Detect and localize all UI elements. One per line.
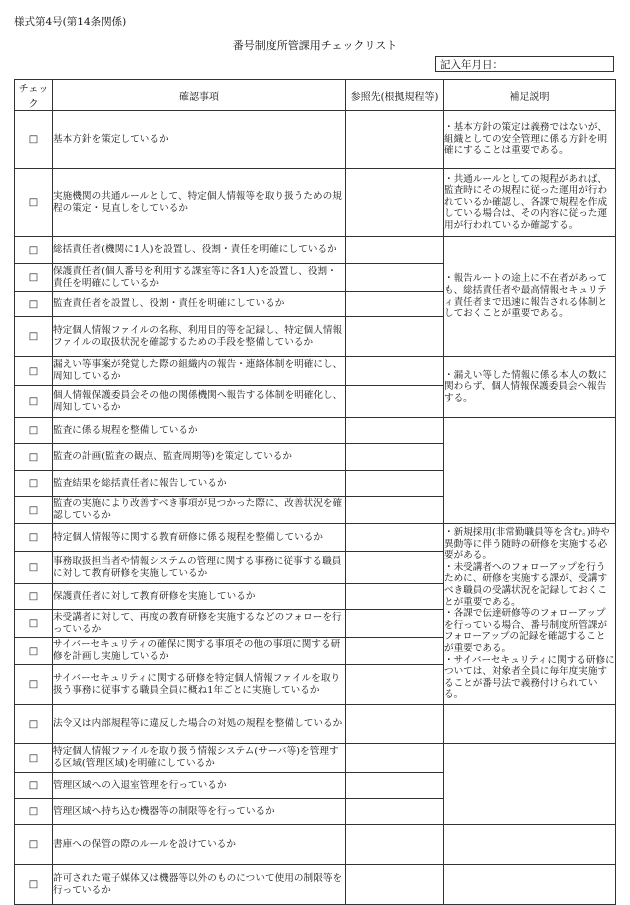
table-row [15,169,616,237]
reference-cell[interactable] [346,584,444,610]
table-row [15,744,616,773]
check-item: 許可された電子媒体又は機器等以外のものについて使用の制限等を行っているか [53,865,346,905]
reference-cell[interactable] [346,610,444,638]
check-item: 漏えい等事案が発覚した際の組織内の報告・連絡体制を明確にし、周知しているか [53,357,346,386]
reference-cell[interactable] [346,524,444,552]
reference-cell[interactable] [346,552,444,584]
reference-cell[interactable] [346,292,444,317]
checkbox[interactable]: □ [15,524,53,552]
check-item: 保護責任者に対して教育研修を実施しているか [53,584,346,610]
checkbox[interactable]: □ [15,497,53,524]
checkbox[interactable]: □ [15,386,53,418]
note-cell-empty [444,705,616,744]
reference-cell[interactable] [346,865,444,905]
check-item: 特定個人情報ファイルの名称、利用目的等を記録し、特定個人情報ファイルの取扱状況を確認するための手段を整備しているか [53,317,346,357]
checkbox[interactable]: □ [15,444,53,471]
checkbox[interactable]: □ [15,665,53,705]
checkbox[interactable]: □ [15,744,53,773]
page-title: 番号制度所管課用チェックリスト [232,39,398,52]
reference-cell[interactable] [346,169,444,237]
note-cell-empty [444,825,616,865]
check-item: 監査に係る規程を整備しているか [53,418,346,444]
table-row [15,111,616,169]
check-item: 保護責任者(個人番号を利用する課室等に各1人)を設置し、役割・責任を明確にしているか [53,264,346,292]
checkbox[interactable]: □ [15,773,53,799]
checkbox[interactable]: □ [15,865,53,905]
reference-cell[interactable] [346,825,444,865]
reference-cell[interactable] [346,497,444,524]
check-item: 基本方針を策定しているか [53,111,346,169]
table-header-row [15,80,616,111]
check-item: 監査結果を総括責任者に報告しているか [53,471,346,497]
note-cell: ・基本方針の策定は義務ではないが、組織としての安全管理に係る方針を明確にすることは重要である。 [444,111,616,169]
check-item: 書庫への保管の際のルールを設けているか [53,825,346,865]
checkbox[interactable]: □ [15,705,53,744]
reference-cell[interactable] [346,744,444,773]
table-row [15,418,616,444]
column-header-item: 確認事項 [53,80,346,111]
column-header-check: チェック [15,80,53,111]
column-header-reference: 参照先(根拠規程等) [346,80,444,111]
check-item: 管理区域への入退室管理を行っているか [53,773,346,799]
column-header-note: 補足説明 [444,80,616,111]
reference-cell[interactable] [346,773,444,799]
note-cell: ・報告ルートの途上に不在者があっても、総括責任者や最高情報セキュリティ責任者まで迅速に報告される体制としておくことが重要である。 [444,237,616,357]
reference-cell[interactable] [346,357,444,386]
note-cell-empty [444,418,616,524]
check-item: 監査の実施により改善すべき事項が見つかった際に、改善状況を確認しているか [53,497,346,524]
checkbox[interactable]: □ [15,610,53,638]
check-item: 総括責任者(機関に1人)を設置し、役割・責任を明確にしているか [53,237,346,264]
check-item: サイバーセキュリティに関する研修を特定個人情報ファイルを取り扱う事務に従事する職員全員に概ね1年ごとに実施しているか [53,665,346,705]
checkbox[interactable]: □ [15,264,53,292]
checkbox[interactable]: □ [15,237,53,264]
check-item: 法令又は内部規程等に違反した場合の対処の規程を整備しているか [53,705,346,744]
reference-cell[interactable] [346,705,444,744]
table-row [15,524,616,552]
reference-cell[interactable] [346,471,444,497]
note-cell-empty [444,865,616,905]
note-cell: ・新規採用(非常勤職員等を含む。)時や異動等に伴う随時の研修を実施する必要がある。 ・未受講者へのフォローアップを行うために、研修を実施する課が、受講すべき職員の受講状況を記録しておくことが重要である。 ・各課で伝達研修等のフォローアップを行っている場合、番号制度所管課がフォローアップの記録を確認することが重要である。 ・サイバーセキュリティに関する研修については、対象者全員に毎年度実施することが番号法で義務付けられている。 [444,524,616,705]
date-field[interactable]: 記入年月日： [435,56,614,72]
checkbox[interactable]: □ [15,111,53,169]
table-row [15,865,616,905]
reference-cell[interactable] [346,386,444,418]
check-item: 特定個人情報等に関する教育研修に係る規程を整備しているか [53,524,346,552]
table-row [15,357,616,386]
reference-cell[interactable] [346,317,444,357]
reference-cell[interactable] [346,444,444,471]
checkbox[interactable]: □ [15,799,53,825]
reference-cell[interactable] [346,799,444,825]
check-item: 個人情報保護委員会その他の関係機関へ報告する体制を明確化し、周知しているか [53,386,346,418]
form-number: 様式第4号(第14条関係) [14,16,127,28]
note-cell: ・共通ルールとしての規程があれば、監査時にその規程に従った運用が行われているか確認し、各課で規程を作成している場合は、その内容に従った運用が行われているか確認する。 [444,169,616,237]
checkbox[interactable]: □ [15,418,53,444]
reference-cell[interactable] [346,237,444,264]
table-row [15,705,616,744]
note-cell-empty [444,744,616,825]
check-item: 監査責任者を設置し、役割・責任を明確にしているか [53,292,346,317]
checkbox[interactable]: □ [15,471,53,497]
checkbox[interactable]: □ [15,317,53,357]
checkbox[interactable]: □ [15,584,53,610]
check-item: 特定個人情報ファイルを取り扱う情報システム(サーバ等)を管理する区域(管理区域)を明確にしているか [53,744,346,773]
checkbox[interactable]: □ [15,825,53,865]
reference-cell[interactable] [346,111,444,169]
check-item: 管理区域へ持ち込む機器等の制限等を行っているか [53,799,346,825]
checklist-table [14,79,616,905]
table-row [15,825,616,865]
check-item: 監査の計画(監査の観点、監査周期等)を策定しているか [53,444,346,471]
table-row [15,237,616,264]
reference-cell[interactable] [346,418,444,444]
reference-cell[interactable] [346,665,444,705]
check-item: 事務取扱担当者や情報システムの管理に関する事務に従事する職員に対して教育研修を実施しているか [53,552,346,584]
checkbox[interactable]: □ [15,357,53,386]
checkbox[interactable]: □ [15,169,53,237]
reference-cell[interactable] [346,638,444,665]
check-item: 未受講者に対して、再度の教育研修を実施するなどのフォローを行っているか [53,610,346,638]
checkbox[interactable]: □ [15,552,53,584]
check-item: 実施機関の共通ルールとして、特定個人情報等を取り扱うための規程の策定・見直しをしているか [53,169,346,237]
check-item: サイバーセキュリティの確保に関する事項その他の事項に関する研修を計画し実施しているか [53,638,346,665]
note-cell: ・漏えい等した情報に係る本人の数に関わらず、個人情報保護委員会へ報告する。 [444,357,616,418]
reference-cell[interactable] [346,264,444,292]
checkbox[interactable]: □ [15,638,53,665]
checkbox[interactable]: □ [15,292,53,317]
